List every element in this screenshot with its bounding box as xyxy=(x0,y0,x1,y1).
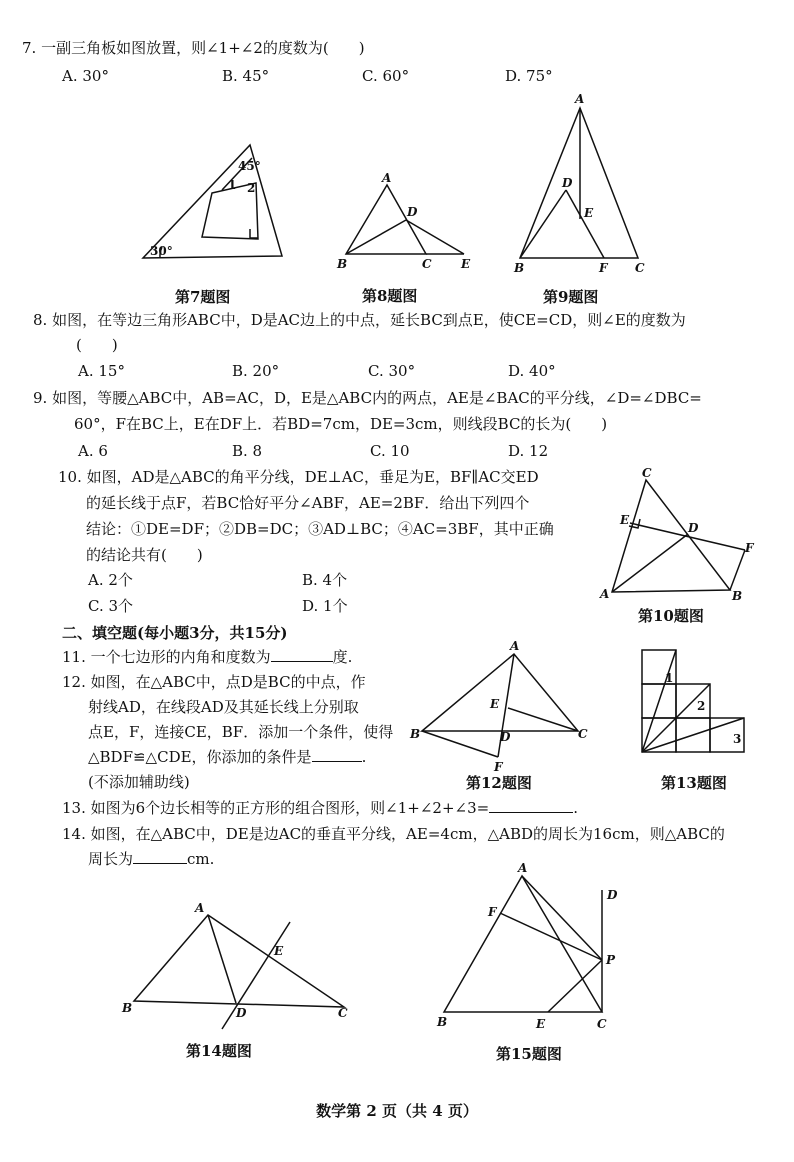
q8-stem-line1: 8. 如图，在等边三角形ABC中，D是AC边上的中点，延长BC到点E，使CE=CD，则∠E的度数为 xyxy=(33,311,686,329)
fig13-label-1: 1 xyxy=(665,671,674,685)
fig7-label-30: 30° xyxy=(150,244,173,258)
q8-option-b: B. 20° xyxy=(232,362,280,380)
fig15-label-D: D xyxy=(607,888,618,902)
fig13-label-3: 3 xyxy=(733,732,742,746)
fig9-label-C: C xyxy=(635,261,645,275)
fig7-caption: 第7题图 xyxy=(175,288,231,306)
q8-stem-line2: ( ) xyxy=(76,336,118,354)
fig12-label-A: A xyxy=(510,639,520,653)
fig8-label-E: E xyxy=(461,257,471,271)
fig12-label-E: E xyxy=(490,697,500,711)
q10-line4: 的结论共有( ) xyxy=(86,546,203,564)
q14-line2-pre: 周长为 xyxy=(88,850,134,868)
fig15-label-P: P xyxy=(606,953,616,967)
page-footer: 数学第 2 页（共 4 页） xyxy=(316,1102,478,1120)
q7-option-b: B. 45° xyxy=(222,67,270,85)
q9-stem-line2: 60°，F在BC上，E在DF上．若BD=7cm，DE=3cm，则线段BC的长为( ) xyxy=(74,415,608,433)
fig15-label-F: F xyxy=(488,905,497,919)
fig9-label-E: E xyxy=(584,206,594,220)
fig8-label-A: A xyxy=(382,171,392,185)
q10-option-b: B. 4个 xyxy=(302,571,348,589)
fig14-label-B: B xyxy=(122,1001,133,1015)
fig9-label-F: F xyxy=(599,261,608,275)
q9-stem-line1: 9. 如图，等腰△ABC中，AB=AC，D，E是△ABC内的两点，AE是∠BAC的平分线，∠D=∠DBC= xyxy=(33,389,702,407)
fig9-label-A: A xyxy=(575,92,585,106)
q9-option-d: D. 12 xyxy=(508,442,549,460)
fig15-label-C: C xyxy=(597,1017,607,1031)
fig9-label-D: D xyxy=(562,176,573,190)
q12-line4-post: . xyxy=(361,748,367,766)
q8-option-a: A. 15° xyxy=(78,362,125,380)
fig8-caption: 第8题图 xyxy=(362,287,418,305)
q14-line1: 14. 如图，在△ABC中，DE是边AC的垂直平分线，AE=4cm，△ABD的周长为16cm，则△ABC的 xyxy=(62,825,725,843)
q12-line1: 12. 如图，在△ABC中，点D是BC的中点，作 xyxy=(62,673,366,691)
fig14-label-D: D xyxy=(236,1006,247,1020)
q13-post: . xyxy=(573,799,578,817)
fig12-label-B: B xyxy=(410,727,421,741)
q12-line5: (不添加辅助线) xyxy=(88,773,190,791)
q9-option-c: C. 10 xyxy=(370,442,410,460)
fig12-label-F: F xyxy=(494,760,503,774)
q10-option-d: D. 1个 xyxy=(302,597,348,615)
fig10-label-C: C xyxy=(642,466,652,480)
fig15-caption: 第15题图 xyxy=(496,1045,562,1063)
q10-line2: 的延长线于点F，若BC恰好平分∠ABF，AE=2BF．给出下列四个 xyxy=(86,494,530,512)
q11-post: 度. xyxy=(332,648,353,666)
fig10-label-B: B xyxy=(732,589,743,603)
fig7-label-1: 1 xyxy=(228,178,237,192)
fig9-label-B: B xyxy=(514,261,525,275)
fig10-label-D: D xyxy=(688,521,699,535)
fig15-label-A: A xyxy=(518,861,528,875)
fig10-caption: 第10题图 xyxy=(638,607,704,625)
fig14-label-E: E xyxy=(274,944,284,958)
fig10-label-E: E xyxy=(620,513,630,527)
fig12-label-C: C xyxy=(578,727,588,741)
fig8-label-B: B xyxy=(337,257,348,271)
fig12-caption: 第12题图 xyxy=(466,774,532,792)
fig7-label-2: 2 xyxy=(247,181,256,195)
q12-line2: 射线AD，在线段AD及其延长线上分别取 xyxy=(88,698,359,716)
q7-option-d: D. 75° xyxy=(505,67,553,85)
fig8-label-D: D xyxy=(407,205,418,219)
q9-option-b: B. 8 xyxy=(232,442,263,460)
fig8-label-C: C xyxy=(422,257,432,271)
q7-option-a: A. 30° xyxy=(62,67,109,85)
q12-line3: 点E，F，连接CE，BF．添加一个条件，使得 xyxy=(88,723,394,741)
q14-line2-post: cm. xyxy=(187,850,215,868)
q13-pre: 13. 如图为6个边长相等的正方形的组合图形，则∠1+∠2+∠3= xyxy=(62,799,490,817)
fig15-label-B: B xyxy=(437,1015,448,1029)
fig13-caption: 第13题图 xyxy=(661,774,727,792)
q12-line4-pre: △BDF≌△CDE，你添加的条件是 xyxy=(88,748,312,766)
q10-line1: 10. 如图，AD是△ABC的角平分线，DE⊥AC，垂足为E，BF∥AC交ED xyxy=(58,468,539,486)
fig15-label-E: E xyxy=(536,1017,546,1031)
fig10-label-A: A xyxy=(600,587,610,601)
fig14-caption: 第14题图 xyxy=(186,1042,252,1060)
fig7-label-45: 45° xyxy=(238,159,261,173)
fig14-label-A: A xyxy=(195,901,205,915)
q11-pre: 11. 一个七边形的内角和度数为 xyxy=(62,648,271,666)
fig9-caption: 第9题图 xyxy=(543,288,599,306)
fig13-label-2: 2 xyxy=(697,699,706,713)
fig10-label-F: F xyxy=(745,541,754,555)
fig14-label-C: C xyxy=(338,1006,348,1020)
q7-stem: 7. 一副三角板如图放置，则∠1+∠2的度数为( ) xyxy=(22,39,365,57)
q8-option-c: C. 30° xyxy=(368,362,416,380)
q7-option-c: C. 60° xyxy=(362,67,410,85)
fig12-label-D: D xyxy=(500,730,511,744)
q8-option-d: D. 40° xyxy=(508,362,556,380)
q10-option-c: C. 3个 xyxy=(88,597,134,615)
q10-line3: 结论：①DE=DF；②DB=DC；③AD⊥BC；④AC=3BF，其中正确 xyxy=(86,520,554,538)
q10-option-a: A. 2个 xyxy=(88,571,133,589)
section-2-title: 二、填空题(每小题3分，共15分) xyxy=(62,624,288,642)
q9-option-a: A. 6 xyxy=(78,442,108,460)
